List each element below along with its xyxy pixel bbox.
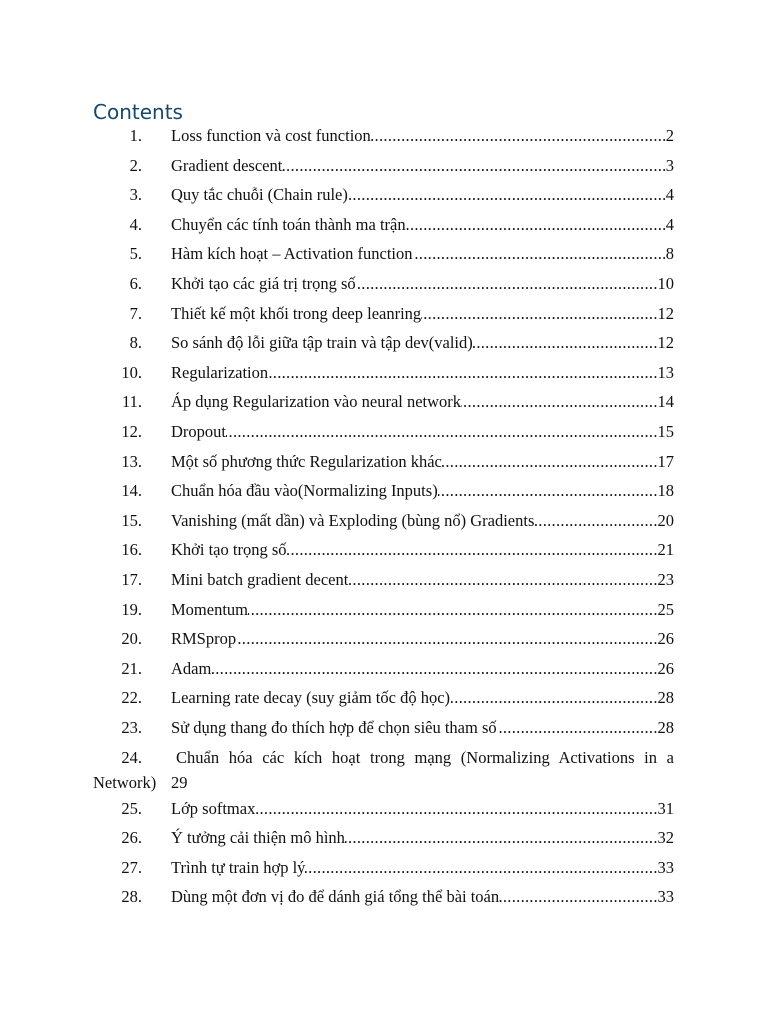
toc-entry-number: 1. (129, 126, 142, 145)
toc-entry[interactable] (0, 214, 768, 236)
toc-entry-title: Chuẩn hóa các kích hoạt trong mạng (Normalizing Activations in a (176, 748, 674, 767)
toc-entry-number: 22. (121, 688, 142, 707)
toc-entry-page: 15 (657, 422, 674, 441)
toc-entry[interactable] (0, 391, 768, 413)
toc-entry[interactable] (0, 539, 768, 561)
toc-entry-page: 8 (665, 244, 674, 263)
toc-entry-title: Mini batch gradient decent (171, 570, 349, 589)
toc-entry-title: Khởi tạo các giá trị trọng số (171, 274, 356, 293)
toc-leader-line (171, 155, 674, 177)
toc-entry[interactable] (0, 362, 768, 384)
toc-entry-title: Áp dụng Regularization vào neural network (171, 392, 462, 411)
toc-entry[interactable] (0, 421, 768, 443)
toc-entry-title: Quy tắc chuỗi (Chain rule) (171, 185, 348, 204)
toc-leader-line (171, 717, 674, 739)
toc-entry[interactable] (0, 125, 768, 147)
toc-entry-title: Hàm kích hoạt – Activation function (171, 244, 413, 263)
toc-entry[interactable] (0, 243, 768, 265)
toc-entry-page: 12 (657, 304, 674, 323)
toc-entry-number: 3. (129, 185, 142, 204)
toc-entry-number: 17. (121, 570, 142, 589)
toc-entry-number: 13. (121, 452, 142, 471)
toc-leader-line (171, 273, 674, 295)
toc-leader-line (171, 658, 674, 680)
toc-entry-title: Vanishing (mất dần) và Exploding (bùng nổ) Gradients (171, 511, 535, 530)
toc-entry-page: 33 (657, 858, 674, 877)
toc-leader-line (171, 421, 674, 443)
toc-entry-page: 14 (657, 392, 674, 411)
toc-leader-line (171, 303, 674, 325)
toc-leader-line (171, 510, 674, 532)
toc-entry-number: 12. (121, 422, 142, 441)
toc-entry[interactable] (0, 658, 768, 680)
toc-entry[interactable] (0, 886, 768, 908)
toc-entry-page: 2 (665, 126, 674, 145)
toc-entry-page: 28 (657, 688, 674, 707)
toc-entry-page: 29 (171, 773, 188, 792)
toc-entry[interactable] (0, 303, 768, 325)
toc-entry-number: 11. (121, 392, 142, 411)
toc-leader-line (171, 362, 674, 384)
toc-entry-title: Dropout (171, 422, 226, 441)
toc-leader-line (171, 599, 674, 621)
toc-entry-page: 26 (657, 659, 674, 678)
toc-entry-number: 10. (121, 363, 142, 382)
toc-leader-line (171, 480, 674, 502)
toc-entry-title: So sánh độ lỗi giữa tập train và tập dev(valid) (171, 333, 473, 352)
toc-entry-page: 4 (665, 215, 674, 234)
toc-entry-title: RMSprop (171, 629, 237, 648)
toc-entry[interactable] (0, 480, 768, 502)
toc-entry-number: 4. (129, 215, 142, 234)
toc-entry[interactable] (0, 798, 768, 820)
toc-entry[interactable] (0, 569, 768, 591)
toc-entry-number: 16. (121, 540, 142, 559)
toc-entry-title: Thiết kế một khối trong deep leanring (171, 304, 422, 323)
toc-heading: Contents (93, 100, 183, 124)
toc-entry[interactable] (0, 717, 768, 739)
toc-entry-number: 19. (121, 600, 142, 619)
toc-leader-line (171, 184, 674, 206)
toc-entry[interactable] (0, 184, 768, 206)
toc-leader-line (171, 886, 674, 908)
toc-entry[interactable] (0, 510, 768, 532)
toc-entry-title: Regularization (171, 363, 269, 382)
toc-leader-line (171, 214, 674, 236)
toc-entry-title: Adam (171, 659, 212, 678)
toc-entry-title: Lớp softmax (171, 799, 256, 818)
toc-entry-number: 23. (121, 718, 142, 737)
toc-entry-title: Dùng một đơn vị đo để dánh giá tổng thể bài toán (171, 887, 500, 906)
toc-leader-line (171, 332, 674, 354)
toc-entry-page: 18 (657, 481, 674, 500)
toc-entry-page: 3 (665, 156, 674, 175)
toc-entry-title: Chuyển các tính toán thành ma trận (171, 215, 406, 234)
toc-leader-line (171, 125, 674, 147)
toc-entry-page: 20 (657, 511, 674, 530)
toc-leader-line (171, 827, 674, 849)
toc-entry-number: 25. (121, 799, 142, 818)
toc-entry-number: 28. (121, 887, 142, 906)
toc-entry[interactable] (0, 451, 768, 473)
toc-entry-page: 12 (657, 333, 674, 352)
toc-leader-line (171, 569, 674, 591)
toc-entry-title-continued: Network) (93, 773, 157, 792)
toc-entry[interactable] (0, 332, 768, 354)
toc-entry-page: 25 (657, 600, 674, 619)
toc-entry-title: Ý tưởng cải thiện mô hình (171, 828, 345, 847)
toc-entry-page: 4 (665, 185, 674, 204)
toc-entry-title: Chuẩn hóa đầu vào(Normalizing Inputs) (171, 481, 438, 500)
toc-entry-number: 24. (121, 748, 142, 767)
toc-entry-title: Gradient descent (171, 156, 283, 175)
toc-entry-number: 14. (121, 481, 142, 500)
toc-entry-title: Trình tự train hợp lý (171, 858, 306, 877)
toc-entry-number: 26. (121, 828, 142, 847)
toc-entry-page: 33 (657, 887, 674, 906)
toc-entry-title: Learning rate decay (suy giảm tốc độ học) (171, 688, 451, 707)
toc-entry[interactable] (0, 827, 768, 849)
toc-leader-line (171, 391, 674, 413)
toc-entry-title: Loss function và cost function (171, 126, 371, 145)
toc-entry-number: 20. (121, 629, 142, 648)
toc-entry-number: 7. (129, 304, 142, 323)
toc-leader-line (171, 243, 674, 265)
toc-entry-page: 13 (657, 363, 674, 382)
toc-leader-line (171, 451, 674, 473)
toc-entry-page: 23 (657, 570, 674, 589)
toc-entry-title: Sử dụng thang đo thích hợp để chọn siêu tham số (171, 718, 497, 737)
toc-entry-title: Một số phương thức Regularization khác (171, 452, 442, 471)
toc-entry-page: 17 (657, 452, 674, 471)
toc-leader-line (171, 857, 674, 879)
toc-entry[interactable] (0, 155, 768, 177)
toc-leader-line (171, 628, 674, 650)
toc-entry-page: 10 (657, 274, 674, 293)
toc-entry[interactable] (0, 599, 768, 621)
toc-entry-page: 32 (657, 828, 674, 847)
toc-entry-number: 21. (121, 659, 142, 678)
toc-entry-page: 21 (657, 540, 674, 559)
toc-entry-page: 31 (657, 799, 674, 818)
toc-entry-number: 6. (129, 274, 142, 293)
toc-entry[interactable] (0, 747, 768, 797)
toc-entry-number: 5. (129, 244, 142, 263)
toc-entry-number: 8. (129, 333, 142, 352)
toc-entry[interactable] (0, 628, 768, 650)
toc-leader-line (171, 798, 674, 820)
toc-entry-title: Momentum (171, 600, 248, 619)
toc-entry-number: 2. (129, 156, 142, 175)
toc-entry-number: 27. (121, 858, 142, 877)
toc-leader-line (171, 539, 674, 561)
toc-leader-line (171, 687, 674, 709)
toc-entry-page: 28 (657, 718, 674, 737)
toc-entry[interactable] (0, 857, 768, 879)
toc-entry-page: 26 (657, 629, 674, 648)
toc-entry[interactable] (0, 687, 768, 709)
toc-entry[interactable] (0, 273, 768, 295)
toc-entry-number: 15. (121, 511, 142, 530)
toc-entry-title: Khởi tạo trọng số (171, 540, 287, 559)
